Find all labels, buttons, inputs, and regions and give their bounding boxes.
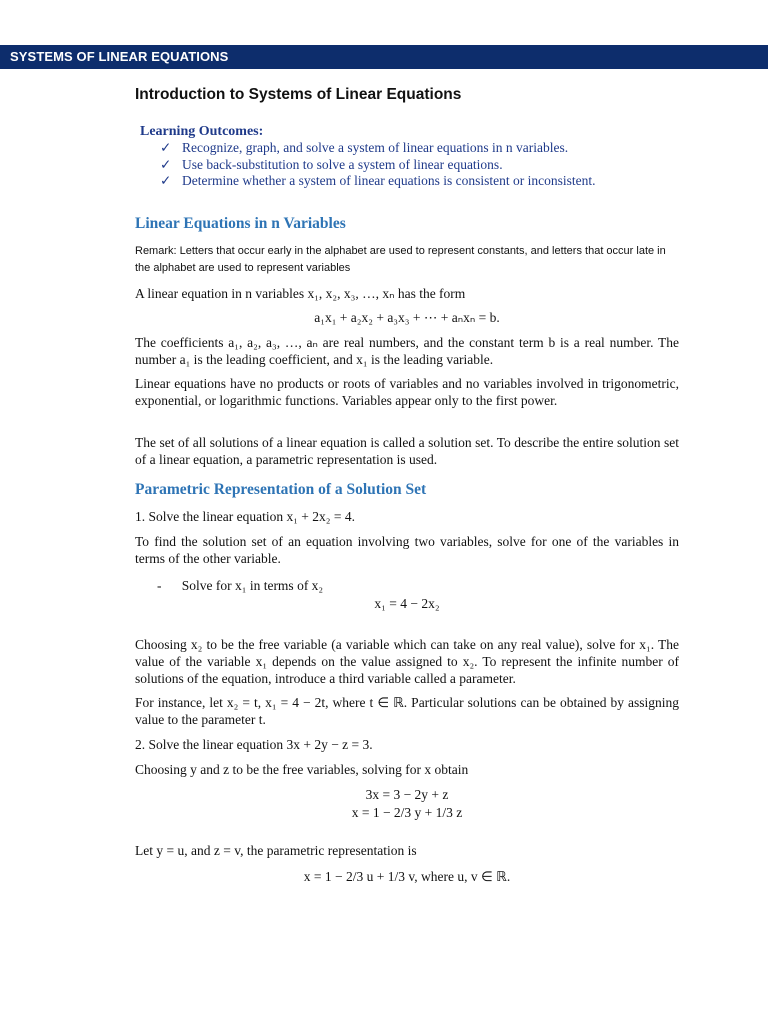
check-icon: ✓	[160, 140, 172, 155]
learning-outcomes-heading: Learning Outcomes:	[140, 124, 264, 139]
page-title: Introduction to Systems of Linear Equations	[135, 86, 462, 103]
list-item-text: Determine whether a system of linear equations is consistent or inconsistent.	[182, 173, 596, 188]
intro-paragraph: A linear equation in n variables x₁, x₂, x₃, …, xₙ has the form	[135, 286, 466, 301]
example-2-equation-2: x = 1 − 2/3 y + 1/3 z	[351, 805, 463, 820]
learning-outcomes-list	[160, 140, 596, 190]
coefficients-paragraph: The coefficients a₁, a₂, a₃, …, aₙ are real numbers, and the constant term b is a real number. The number a₁ is the leading coefficient, and x₁ is the leading variable.	[135, 335, 679, 367]
section-heading-linear-equations: Linear Equations in n Variables	[135, 215, 346, 232]
instance-paragraph: For instance, let x₂ = t, x₁ = 4 − 2t, where t ∈ ℝ. Particular solutions can be obtained by assigning value to the parameter t.	[135, 695, 679, 727]
general-form-equation: a₁x₁ + a₂x₂ + a₃x₃ + ⋯ + aₙxₙ = b.	[314, 310, 500, 325]
example-2-paragraph: Choosing y and z to be the free variables, solving for x obtain	[135, 762, 469, 777]
chapter-banner	[0, 45, 768, 69]
free-variable-paragraph: Choosing x₂ to be the free variable (a variable which can take on any real value), solve for x₁. The value of the variable x₁ depends on the value assigned to x₂. To represent the infinite number of solutions of the equation, introduce a third variable called a parameter.	[135, 637, 679, 686]
list-item	[160, 140, 596, 157]
example-1: 1. Solve the linear equation x₁ + 2x₂ = 4.	[135, 509, 355, 524]
example-2-equation-1: 3x = 3 − 2y + z	[365, 787, 449, 802]
list-item	[160, 157, 596, 174]
section-heading-parametric: Parametric Representation of a Solution Set	[135, 481, 427, 498]
no-products-paragraph: Linear equations have no products or roots of variables and no variables involved in trigonometric, exponential, or logarithmic functions. Variables appear only to the first power.	[135, 376, 679, 408]
example-2-let-paragraph: Let y = u, and z = v, the parametric representation is	[135, 843, 417, 858]
example-2: 2. Solve the linear equation 3x + 2y − z = 3.	[135, 737, 373, 752]
list-item-text: Recognize, graph, and solve a system of linear equations in n variables.	[182, 140, 569, 155]
example-1-bullet: - Solve for x₁ in terms of x₂	[157, 578, 324, 593]
list-item-text: Use back-substitution to solve a system of linear equations.	[182, 156, 503, 172]
example-1-paragraph: To find the solution set of an equation involving two variables, solve for one of the variables in terms of the other variable.	[135, 534, 679, 566]
remark-text: Remark: Letters that occur early in the alphabet are used to represent constants, and letters that occur late in the alphabet are used to represent variables	[135, 245, 666, 274]
list-item	[160, 173, 596, 190]
check-icon: ✓	[160, 156, 172, 172]
example-2-parametric-equation: x = 1 − 2/3 u + 1/3 v, where u, v ∈ ℝ.	[303, 869, 511, 884]
check-icon: ✓	[160, 173, 172, 188]
example-1-equation: x₁ = 4 − 2x₂	[374, 596, 440, 611]
chapter-banner-label: SYSTEMS OF LINEAR EQUATIONS	[10, 49, 229, 64]
solution-set-paragraph: The set of all solutions of a linear equation is called a solution set. To describe the entire solution set of a linear equation, a parametric representation is used.	[135, 435, 679, 467]
